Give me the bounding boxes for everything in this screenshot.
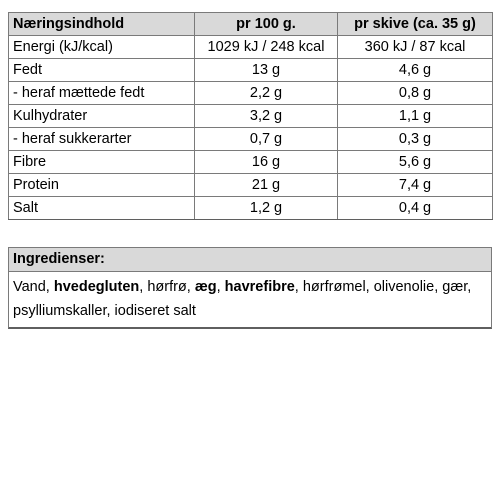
ingredient-text: Vand, [13,279,54,295]
value-per-slice: 7,4 g [338,174,493,197]
ingredients-box [8,247,492,329]
nutrient-name: - heraf sukkerarter [9,128,195,151]
header-per-slice: pr skive (ca. 35 g) [338,13,493,36]
nutrient-name: - heraf mættede fedt [9,82,195,105]
allergen-text: havrefibre [224,279,295,295]
value-per-100g: 1029 kJ / 248 kcal [195,36,338,59]
value-per-100g: 16 g [195,151,338,174]
value-per-100g: 21 g [195,174,338,197]
nutrient-name: Fedt [9,59,195,82]
value-per-100g: 2,2 g [195,82,338,105]
table-row [9,105,493,128]
value-per-100g: 3,2 g [195,105,338,128]
ingredients-text [9,272,491,327]
value-per-100g: 0,7 g [195,128,338,151]
nutrient-name: Kulhydrater [9,105,195,128]
ingredient-text: , hørfrø, [139,279,195,295]
ingredients-title: Ingredienser: [9,248,491,272]
ingredient-text: , hørfrømel, olivenolie, gær, psylliumskaller, iodiseret salt [13,279,472,319]
table-row [9,174,493,197]
header-per-100g: pr 100 g. [195,13,338,36]
nutrient-name: Protein [9,174,195,197]
nutrient-name: Energi (kJ/kcal) [9,36,195,59]
nutrition-table [8,12,493,220]
value-per-slice: 360 kJ / 87 kcal [338,36,493,59]
value-per-slice: 0,4 g [338,197,493,220]
header-nutrient: Næringsindhold [9,13,195,36]
table-row [9,151,493,174]
nutrition-header-row [9,13,493,36]
nutrient-name: Fibre [9,151,195,174]
allergen-text: hvedegluten [53,279,140,295]
nutrient-name: Salt [9,197,195,220]
value-per-slice: 1,1 g [338,105,493,128]
table-row [9,82,493,105]
value-per-slice: 0,8 g [338,82,493,105]
value-per-100g: 1,2 g [195,197,338,220]
ingredient-text: , [216,279,225,295]
value-per-slice: 5,6 g [338,151,493,174]
table-row [9,36,493,59]
allergen-text: æg [194,279,217,295]
table-row [9,59,493,82]
table-row [9,128,493,151]
value-per-100g: 13 g [195,59,338,82]
nutrition-body [9,36,493,220]
table-row [9,197,493,220]
value-per-slice: 0,3 g [338,128,493,151]
value-per-slice: 4,6 g [338,59,493,82]
